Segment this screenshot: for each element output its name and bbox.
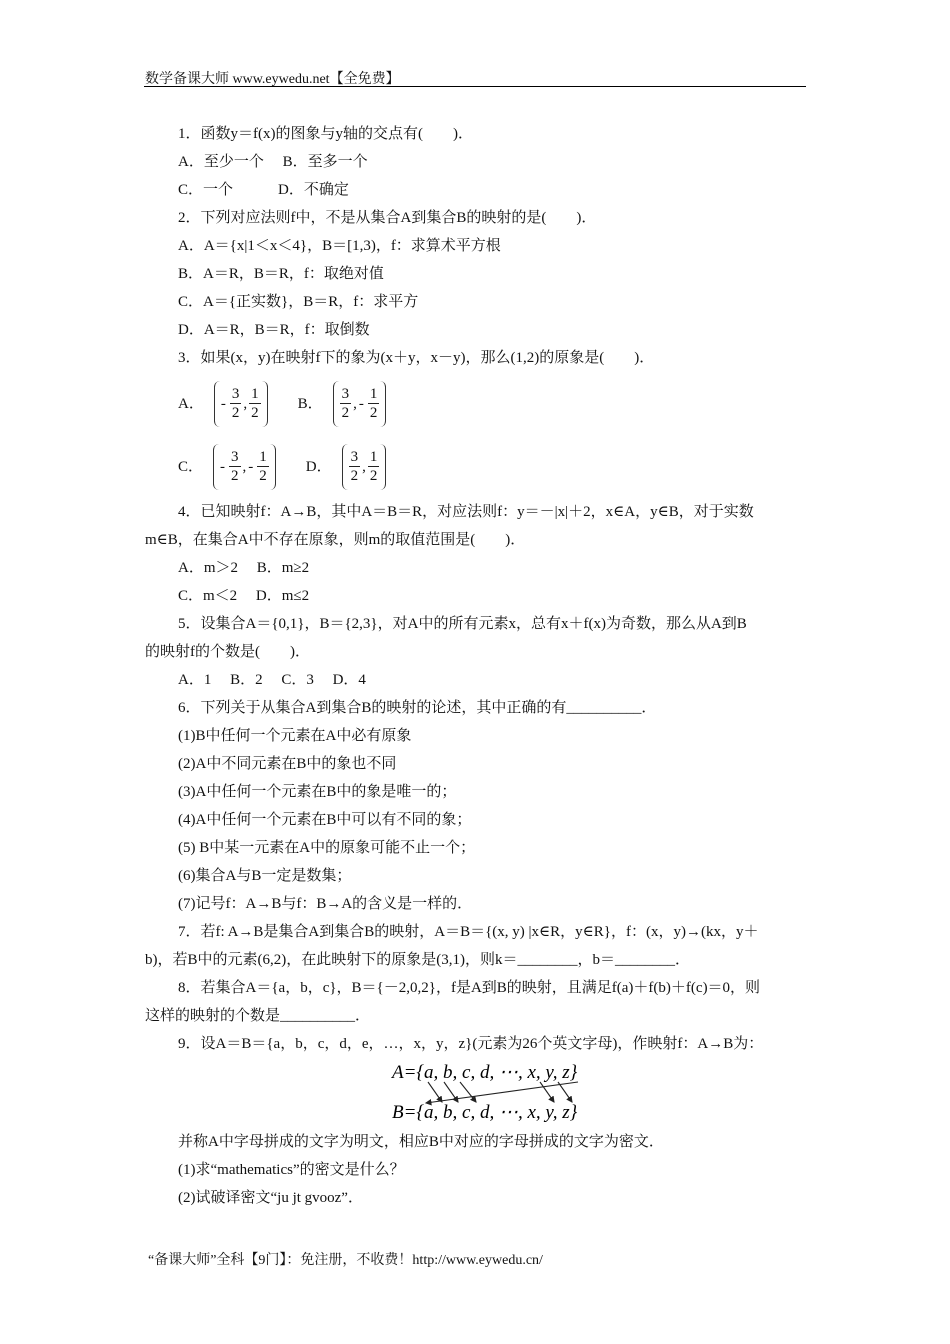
arrow-x-to-y [540, 1082, 554, 1102]
q3-option-d [306, 444, 387, 490]
numerator: 3 [341, 386, 350, 402]
q3-options-ab [145, 372, 807, 435]
denominator: 2 [369, 468, 378, 484]
q1-options-cd: C．一个 D．不确定 [178, 182, 349, 198]
fraction [340, 385, 352, 422]
fraction [349, 448, 361, 485]
minus-sign: - [248, 458, 254, 475]
q3-option-a [178, 381, 268, 427]
page-footer: “备课大师”全科【9门】：免注册，不收费！http://www.eywedu.cn/ [148, 1253, 543, 1268]
fraction [230, 385, 242, 422]
q3-stem: 3．如果(x，y)在映射f下的象为(x＋y，x－y)，那么(1,2)的原象是( )． [178, 350, 655, 366]
q6-item: (2)A中不同元素在B中的象也不同 [178, 756, 397, 772]
q4-options-ab: A．m＞2 B．m≥2 [178, 560, 310, 576]
q6-item: (5) B中某一元素在A中的原象可能不止一个； [178, 840, 476, 856]
q6-stem: 6．下列关于从集合A到集合B的映射的论述，其中正确的有__________． [178, 700, 657, 716]
q3-label-c: C． [178, 458, 204, 475]
q2-option-b: B．A＝R，B＝R，f：取绝对值 [178, 266, 384, 282]
q5-line2: 的映射f的个数是( )． [145, 644, 310, 660]
q2-option-d: D．A＝R，B＝R，f：取倒数 [178, 322, 370, 338]
denominator: 2 [231, 468, 239, 484]
denominator: 2 [259, 468, 267, 484]
arrow-z-to-a [426, 1082, 578, 1103]
numerator: 1 [369, 386, 378, 402]
q3-paren-d: $\frac{3}{2}$ , $\frac{1}{2}$ [342, 444, 387, 490]
numerator: 3 [231, 449, 239, 465]
q3-label-b: B． [297, 395, 323, 412]
denominator: 2 [369, 405, 378, 421]
q4-options-cd: C．m＜2 D．m≤2 [178, 588, 310, 604]
q5-line1: 5．设集合A＝{0,1}，B＝{2,3}，对A中的所有元素x，总有x＋f(x)为奇数，那么从A到B [178, 616, 747, 632]
q2-option-c: C．A＝{正实数}，B＝R，f：求平方 [178, 294, 419, 310]
header-rule [144, 86, 806, 87]
numerator: 1 [369, 449, 378, 465]
document-body [145, 120, 807, 1212]
fraction [368, 448, 380, 485]
q8-line2: 这样的映射的个数是__________． [145, 1008, 371, 1024]
denominator: 2 [231, 405, 240, 421]
q6-item: (1)B中任何一个元素在A中必有原象 [178, 728, 412, 744]
numerator: 3 [350, 449, 359, 465]
q4-line2: m∈B，在集合A中不存在原象，则m的取值范围是( )． [145, 532, 526, 548]
q2-option-a: A．A＝{x|1＜x＜4}，B＝[1,3)，f：求算术平方根 [178, 238, 501, 254]
numerator: 3 [231, 386, 240, 402]
fraction [257, 448, 269, 485]
q7-line1: 7．若f: A→B是集合A到集合B的映射，A＝B＝{(x, y) |x∈R，y∈R}，f：(x，y)→(kx，y＋ [178, 924, 759, 940]
q2-stem: 2．下列对应法则f中，不是从集合A到集合B的映射的是( )． [178, 210, 597, 226]
q6-item: (4)A中任何一个元素在B中可以有不同的象； [178, 812, 472, 828]
arrow-a-to-b [428, 1082, 442, 1102]
q8-line1: 8．若集合A＝{a，b，c}，B＝{－2,0,2}，f是A到B的映射，且满足f(a)＋f(b)＋f(c)＝0，则 [178, 980, 761, 996]
q1-options-ab: A．至少一个 B．至多一个 [178, 154, 368, 170]
q9-line2: 并称A中字母拼成的文字为明文，相应B中对应的字母拼成的文字为密文． [178, 1134, 664, 1150]
mapping-diagram [145, 1060, 807, 1124]
q3-paren-c: - $\frac{3}{2}$ , - $\frac{1}{2}$ [213, 444, 276, 490]
q3-option-c [178, 444, 276, 490]
q3-label-a: A． [178, 395, 204, 412]
page-header: 数学备课大师 www.eywedu.net【全免费】 [145, 72, 400, 87]
minus-sign: - [220, 458, 226, 475]
minus-sign: - [358, 395, 364, 412]
q9-sub2: (2)试破译密文“ju jt gvooz”． [178, 1190, 363, 1206]
q3-paren-a: - $\frac{3}{2}$ , $\frac{1}{2}$ [214, 381, 268, 427]
fraction [229, 448, 241, 485]
q4-line1: 4．已知映射f：A→B，其中A＝B＝R，对应法则f：y＝－|x|＋2，x∈A，y∈B，对于实数 [178, 504, 754, 520]
fraction [368, 385, 380, 422]
minus-sign: - [220, 395, 226, 412]
diagram-set-a: A={a, b, c, d, ⋯, x, y, z} [392, 1062, 578, 1083]
denominator: 2 [341, 405, 350, 421]
fraction [249, 385, 261, 422]
arrow-c-to-d [460, 1082, 476, 1102]
denominator: 2 [251, 405, 259, 421]
q9-line1: 9．设A＝B＝{a，b，c，d，e，…，x，y，z}(元素为26个英文字母)，作映射f：A→B为： [178, 1036, 764, 1052]
q3-options-cd [145, 435, 807, 498]
denominator: 2 [350, 468, 359, 484]
q9-sub1: (1)求“mathematics”的密文是什么？ [178, 1162, 405, 1178]
numerator: 1 [251, 386, 259, 402]
q5-options: A．1 B．2 C．3 D．4 [178, 672, 366, 688]
q3-label-d: D． [305, 458, 332, 475]
q6-item: (3)A中任何一个元素在B中的象是唯一的； [178, 784, 457, 800]
mapping-diagram-svg [390, 1060, 600, 1124]
q3-paren-b: $\frac{3}{2}$ , - $\frac{1}{2}$ [333, 381, 387, 427]
q3-option-b [298, 381, 387, 427]
q6-item: (7)记号f：A→B与f：B→A的含义是一样的． [178, 896, 473, 912]
mapping-arrows [426, 1082, 578, 1103]
diagram-set-b: B={a, b, c, d, ⋯, x, y, z} [392, 1102, 578, 1123]
q6-item: (6)集合A与B一定是数集； [178, 868, 352, 884]
q7-line2: b)，若B中的元素(6,2)，在此映射下的原象是(3,1)，则k＝________，b＝________． [145, 952, 690, 968]
numerator: 1 [259, 449, 267, 465]
q1-stem: 1．函数y＝f(x)的图象与y轴的交点有( )． [178, 126, 473, 142]
